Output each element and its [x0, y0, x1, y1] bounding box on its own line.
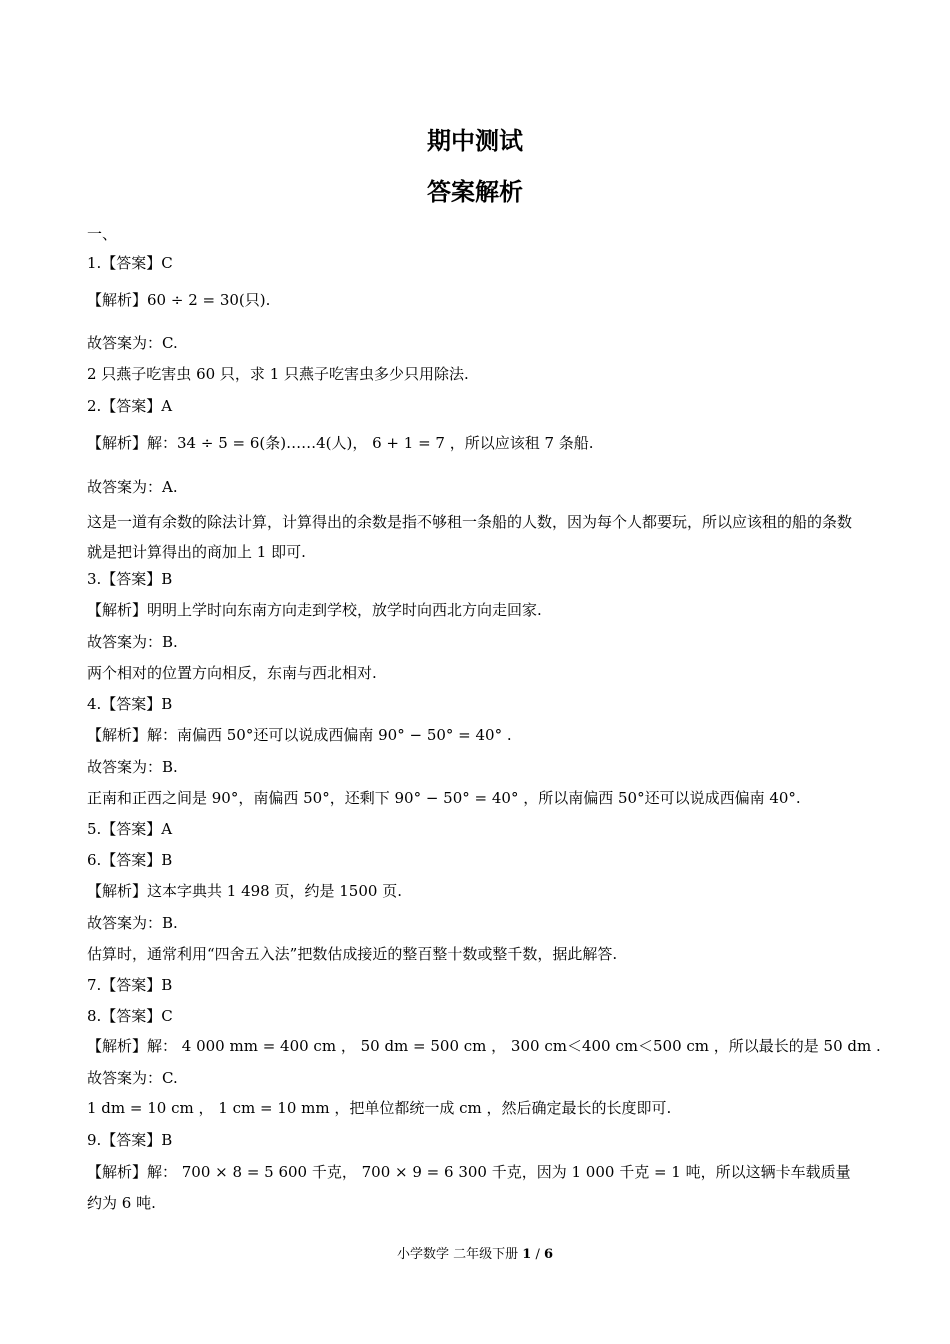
explanation-line: 1 dm = 10 cm ， 1 cm = 10 mm ，把单位都统一成 cm ，然后确定最长的长度即可. [87, 1099, 672, 1117]
answer-result: 故答案为：B. [87, 633, 178, 651]
answer-result: 故答案为：C. [87, 334, 178, 352]
explanation-paragraph: 这是一道有余数的除法计算，计算得出的余数是指不够租一条船的人数，因为每个人都要玩，所以应该租的船的条数就是把计算得出的商加上 1 即可. [87, 513, 853, 561]
page-title: 期中测试 [427, 127, 523, 155]
answer-line: 7.【答案】B [87, 976, 173, 994]
analysis-line: 【解析】解： 4 000 mm = 400 cm ， 50 dm = 500 cm ， 300 cm＜400 cm＜500 cm ，所以最长的是 50 dm . [87, 1037, 881, 1055]
explanation-line: 估算时，通常利用“四舍五入法”把数估成接近的整百整十数或整千数，据此解答. [87, 945, 618, 963]
footer-page-number: 1 [522, 1247, 532, 1262]
analysis-line: 【解析】这本字典共 1 498 页，约是 1500 页. [87, 882, 402, 900]
analysis-line: 【解析】解：南偏西 50°还可以说成西偏南 90° − 50° = 40° . [87, 726, 512, 744]
answer-line: 6.【答案】B [87, 851, 173, 869]
explanation-line: 两个相对的位置方向相反，东南与西北相对. [87, 664, 377, 682]
explanation-line: 2 只燕子吃害虫 60 只，求 1 只燕子吃害虫多少只用除法. [87, 365, 469, 383]
analysis-paragraph: 【解析】解： 700 × 8 = 5 600 千克， 700 × 9 = 6 300 千克，因为 1 000 千克 = 1 吨，所以这辆卡车载质量约为 6 吨. [87, 1163, 851, 1212]
answer-line: 4.【答案】B [87, 695, 173, 713]
page-subtitle: 答案解析 [427, 178, 523, 206]
footer-total-pages: 6 [543, 1247, 554, 1262]
answer-line: 5.【答案】A [87, 820, 173, 838]
answer-line: 1.【答案】C [87, 254, 173, 272]
page-footer [0, 1246, 950, 1264]
footer-separator: / [535, 1247, 540, 1262]
footer-text: 小学数学 二年级下册 [396, 1247, 519, 1262]
analysis-line: 【解析】明明上学时向东南方向走到学校，放学时向西北方向走回家. [87, 601, 542, 619]
answer-result: 故答案为：B. [87, 914, 178, 932]
answer-result: 故答案为：C. [87, 1069, 178, 1087]
answer-line: 2.【答案】A [87, 397, 173, 415]
answer-result: 故答案为：A. [87, 478, 178, 496]
answer-line: 8.【答案】C [87, 1007, 173, 1025]
explanation-line: 正南和正西之间是 90°，南偏西 50°，还剩下 90° − 50° = 40° ，所以南偏西 50°还可以说成西偏南 40°. [87, 789, 801, 807]
answer-result: 故答案为：B. [87, 758, 178, 776]
analysis-line: 【解析】60 ÷ 2 = 30(只). [87, 291, 271, 309]
section-label: 一、 [87, 225, 118, 243]
answer-line: 9.【答案】B [87, 1131, 173, 1149]
answer-line: 3.【答案】B [87, 570, 173, 588]
analysis-line: 【解析】解：34 ÷ 5 = 6(条)……4(人)， 6 + 1 = 7 ，所以应该租 7 条船. [87, 434, 594, 452]
